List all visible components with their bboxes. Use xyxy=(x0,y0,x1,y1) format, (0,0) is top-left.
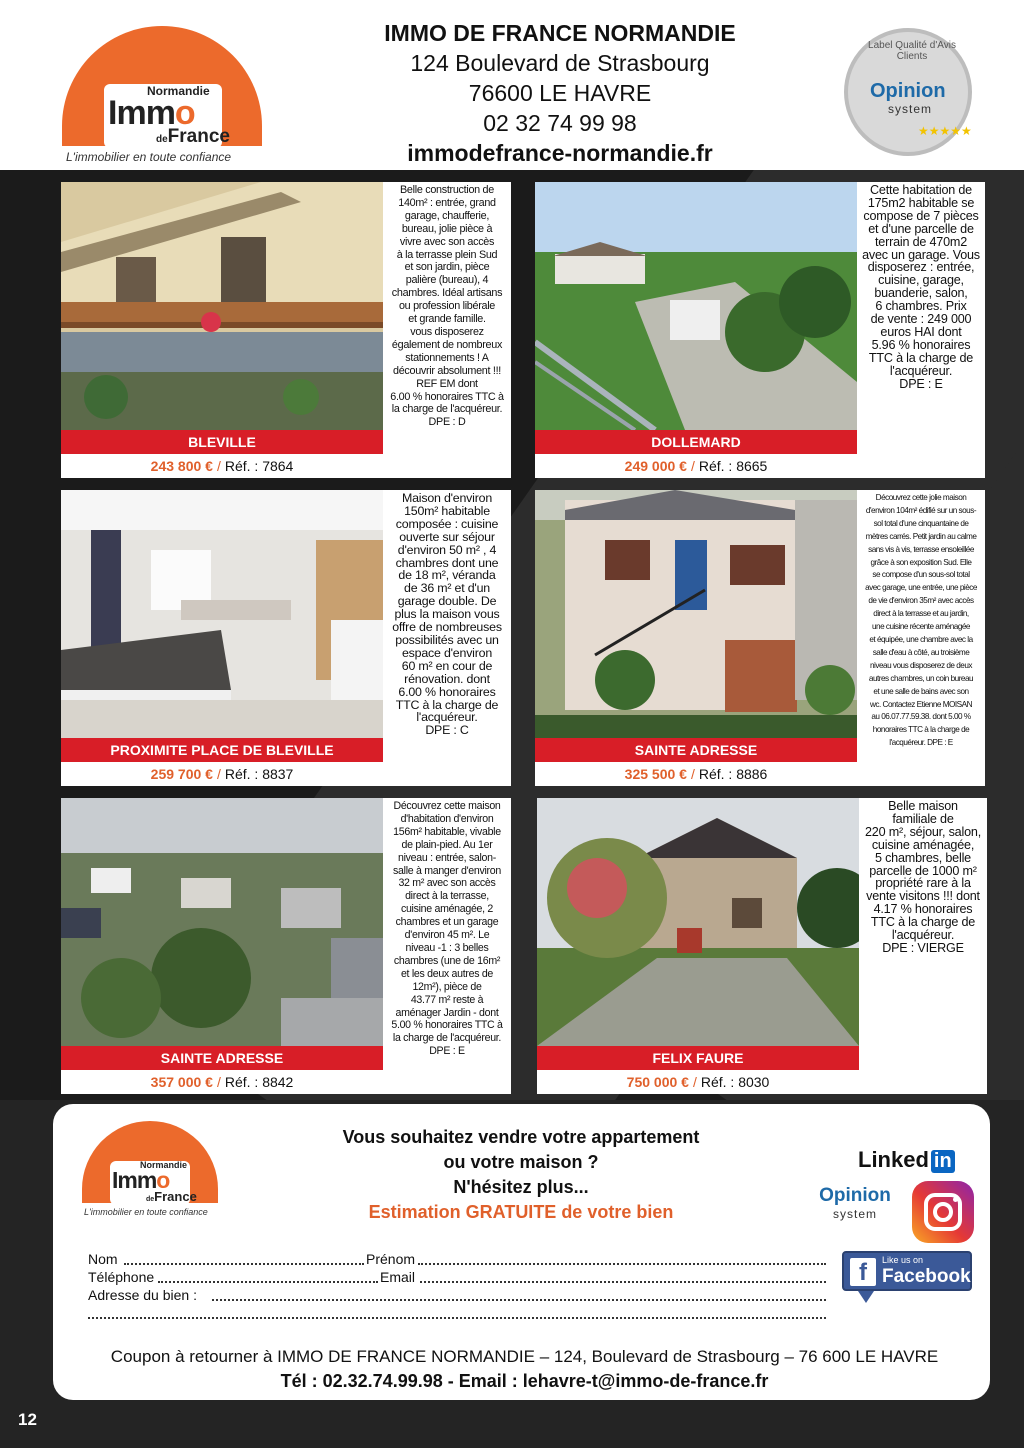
page-number: 12 xyxy=(18,1410,37,1429)
agency-name: IMMO DE FRANCE NORMANDIE xyxy=(384,20,736,46)
logo-region: Normandie xyxy=(147,84,210,98)
opinion-system-logo[interactable] xyxy=(810,1185,900,1235)
listing-location: FELIX FAURE xyxy=(537,1046,859,1070)
form-label-adresse: Adresse du bien : xyxy=(88,1287,197,1303)
agency-address-line2: 76600 LE HAVRE xyxy=(468,80,652,106)
form-field-adresse[interactable] xyxy=(212,1299,826,1301)
listing-card[interactable] xyxy=(61,490,511,786)
coupon-headline: ou votre maison ? xyxy=(443,1152,599,1172)
form-label-telephone: Téléphone xyxy=(88,1269,155,1285)
price-separator: / xyxy=(216,1074,221,1090)
logo-brand: Immo xyxy=(112,1167,170,1193)
coupon-logo xyxy=(82,1121,218,1221)
form-field-telephone[interactable] xyxy=(158,1281,378,1283)
price-separator: / xyxy=(690,766,695,782)
agency-logo xyxy=(62,26,262,168)
facebook-like-button[interactable] xyxy=(842,1251,972,1291)
price-separator: / xyxy=(692,1074,697,1090)
listing-price: 357 000 € xyxy=(150,1074,213,1090)
listing-location: SAINTE ADRESSE xyxy=(535,738,857,762)
agency-info xyxy=(300,18,820,168)
listing-photo xyxy=(537,798,859,1046)
listing-location: SAINTE ADRESSE xyxy=(61,1046,383,1070)
badge-brand: Opinion xyxy=(870,80,946,102)
coupon-return-address: Coupon à retourner à IMMO DE FRANCE NORMANDIE – 124, Boulevard de Strasbourg – 76 600 LE HAVRE xyxy=(110,1347,939,1366)
listing-price-row xyxy=(61,1070,383,1094)
facebook-like-text: Like us on xyxy=(882,1255,924,1265)
logo-region: Normandie xyxy=(140,1160,188,1170)
listing-description: Découvrez cette maison d'habitation d'environ 156m² habitable, vivable de plain-pied. Au 1er niveau : entrée, salon- salle à manger d'environ 32 m² avec son accès direct à la terrasse, cuisine aménagée, 2 chambres et un garage d'environ 45 m². Le niveau -1 : 3 belles chambres (une de 16m² et les deux autres de 12m²), pièce de 43.77 m² reste à aménager Jardin - dont 5.00 % honoraires TTC à la charge de l'acquéreur. DPE : E xyxy=(391,800,503,1058)
listing-price: 750 000 € xyxy=(626,1074,689,1090)
coupon-headline: N'hésitez plus... xyxy=(453,1177,589,1197)
listing-photo xyxy=(61,798,383,1046)
listing-price-row xyxy=(61,762,383,786)
listing-description: Belle maison familiale de 220 m², séjour, salon, cuisine aménagée, 5 chambres, belle parcelle de 1000 m² propriété rare à la vente visitons !!! dont 4.17 % honoraires TTC à la charge de l'acquéreur. DPE : VIERGE xyxy=(864,799,981,955)
form-label-email: Email xyxy=(380,1269,416,1285)
listing-card[interactable] xyxy=(61,182,511,478)
listing-ref: Réf. : 8030 xyxy=(700,1074,770,1090)
listing-location: PROXIMITE PLACE DE BLEVILLE xyxy=(61,738,383,762)
listing-location: DOLLEMARD xyxy=(535,430,857,454)
listing-price: 249 000 € xyxy=(624,458,687,474)
linkedin-logo[interactable]: Linked in xyxy=(858,1147,955,1173)
opinion-sub: system xyxy=(832,1207,877,1221)
agency-website[interactable]: immodefrance-normandie.fr xyxy=(407,140,713,166)
coupon-cta: Estimation GRATUITE de votre bien xyxy=(368,1202,674,1222)
listing-description: Maison d'environ 150m² habitable composée : cuisine ouverte sur séjour d'environ 50 m² , 4 chambres dont une de 18 m², véranda de 36 m² et d'un garage double. De plus la maison vous offre de nombreuses possibilités avec un espace d'environ 60 m² en cour de rénovation. dont 6.00 % honoraires TTC à la charge de l'acquéreur. DPE : C xyxy=(392,491,502,738)
form-label-nom: Nom xyxy=(88,1251,118,1267)
listing-description: Belle construction de 140m² : entrée, grand garage, chaufferie, bureau, jolie pièce à vivre avec son accès à la terrasse plein Sud et son jardin, pièce palière (bureau), 4 chambres. Idéal artisans ou profession libérale et grande famille. vous disposerez également de nombreux stationnements ! A découvrir absolument !!! REF EM dont 6.00 % honoraires TTC à la charge de l'acquéreur. DPE : D xyxy=(390,184,504,429)
listing-card[interactable] xyxy=(535,490,985,786)
listing-photo xyxy=(535,490,857,738)
coupon-headline: Vous souhaitez vendre votre appartement xyxy=(342,1127,700,1147)
form-field-adresse-line2[interactable] xyxy=(88,1317,826,1319)
listing-photo xyxy=(61,490,383,738)
instagram-icon[interactable] xyxy=(912,1181,974,1243)
agency-phone[interactable]: 02 32 74 99 98 xyxy=(483,110,637,136)
badge-sub: system xyxy=(888,102,933,116)
listing-ref: Réf. : 8837 xyxy=(224,766,294,782)
logo-brand: Immo xyxy=(108,94,195,132)
listing-price-row xyxy=(535,762,857,786)
listing-price: 325 500 € xyxy=(624,766,687,782)
price-separator: / xyxy=(216,458,221,474)
listing-price-row xyxy=(535,454,857,478)
listing-location: BLEVILLE xyxy=(61,430,383,454)
page-header xyxy=(0,0,1024,170)
price-separator: / xyxy=(216,766,221,782)
listing-price: 259 700 € xyxy=(150,766,213,782)
opinion-system-badge xyxy=(844,28,972,156)
listing-ref: Réf. : 7864 xyxy=(224,458,294,474)
facebook-text: Facebook xyxy=(882,1266,971,1287)
facebook-icon: f xyxy=(850,1258,876,1286)
form-field-prenom[interactable] xyxy=(418,1263,826,1265)
opinion-brand: Opinion xyxy=(819,1185,891,1206)
listing-photo xyxy=(535,182,857,430)
estimation-coupon xyxy=(53,1104,990,1400)
logo-france: deFrance xyxy=(146,1189,197,1204)
badge-stars-icon: ★★★★★ xyxy=(918,124,972,138)
logo-tagline: L'immobilier en toute confiance xyxy=(84,1207,208,1217)
listing-description: Cette habitation de 175m2 habitable se compose de 7 pièces et d'une parcelle de terrain de 470m2 avec un garage. Vous disposerez : entrée, cuisine, garage, buanderie, salon, 6 chambres. Prix de vente : 249 000 euros HAI dont 5.96 % honoraires TTC à la charge de l'acquéreur. DPE : E xyxy=(862,183,980,391)
listing-price-row xyxy=(61,454,383,478)
coupon-contact: Tél : 02.32.74.99.98 - Email : lehavre-t@immo-de-france.fr xyxy=(280,1371,769,1391)
form-field-email[interactable] xyxy=(420,1281,826,1283)
listing-price-row xyxy=(537,1070,859,1094)
listing-ref: Réf. : 8665 xyxy=(698,458,768,474)
listing-description: Découvrez cette jolie maison d'environ 104m² édifié sur un sous- sol total d'une cinquantaine de mètres carrés. Petit jardin au calme sans vis à vis, terrasse ensoleillée grâce à son exposition Sud. Elle se compose d'un sous-sol total avec garage, une entrée, une pièce de vie d'environ 35m² avec accès direct à la terrasse et au jardin, une cuisine récente aménagée et équipée, une chambre avec la salle d'eau à côté, au troisième niveau vous disposerez de deux autres chambres, un coin bureau et une salle de bains avec son wc. Contactez Etienne MOISAN au 06.07.77.59.38. dont 5.00 % honoraires TTC à la charge de l'acquéreur. DPE : E xyxy=(865,493,977,748)
logo-france: deFrance xyxy=(156,126,230,147)
listing-ref: Réf. : 8886 xyxy=(698,766,768,782)
agency-address-line1: 124 Boulevard de Strasbourg xyxy=(410,50,710,76)
form-label-prenom: Prénom xyxy=(366,1251,416,1267)
listing-card[interactable] xyxy=(61,798,511,1094)
price-separator: / xyxy=(690,458,695,474)
badge-arc-text: Label Qualité d'Avis Clients xyxy=(868,40,956,62)
form-field-nom[interactable] xyxy=(124,1263,364,1265)
listing-price: 243 800 € xyxy=(150,458,213,474)
listing-card[interactable] xyxy=(537,798,987,1094)
listing-card[interactable] xyxy=(535,182,985,478)
listing-ref: Réf. : 8842 xyxy=(224,1074,294,1090)
listing-photo xyxy=(61,182,383,430)
logo-tagline: L'immobilier en toute confiance xyxy=(66,150,232,164)
